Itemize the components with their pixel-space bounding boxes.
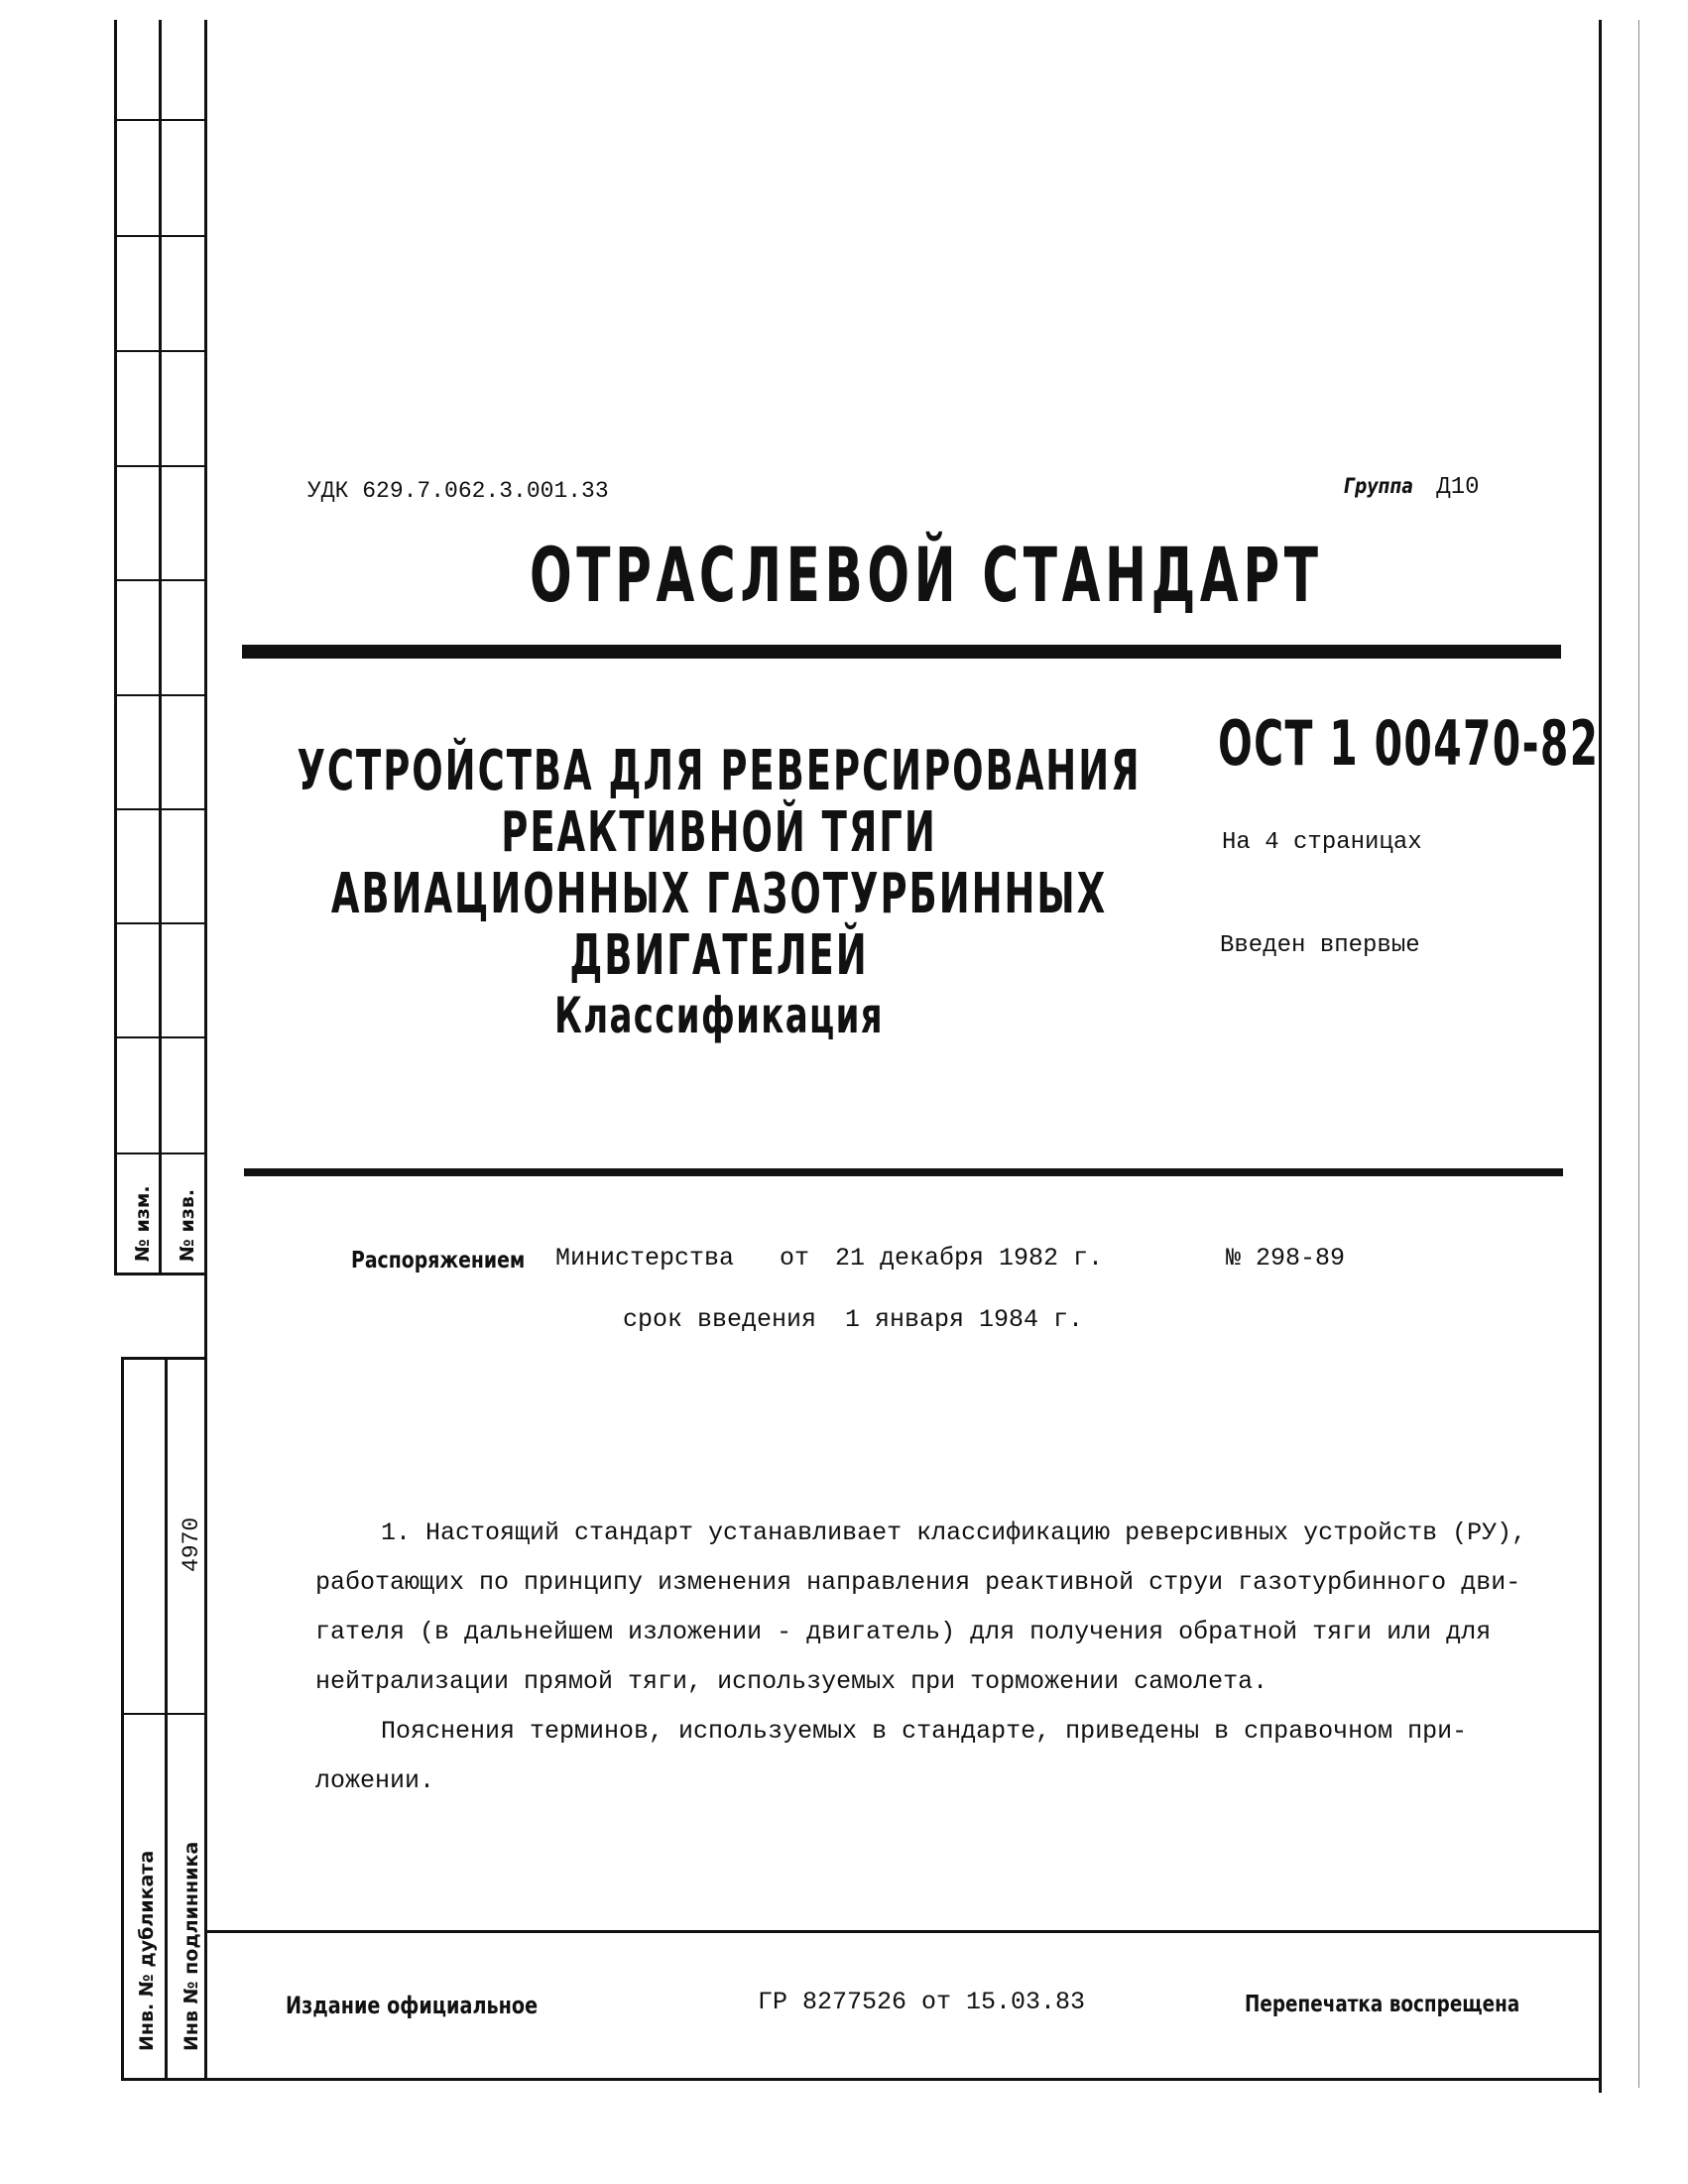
change-number-label: № изм. [132,1185,154,1262]
paragraph-2-line-2: ложении. [315,1766,435,1795]
frame-right-faint [1638,20,1639,2088]
lower-margin-divider [121,1713,207,1715]
order-ministry: Министерства [555,1244,735,1273]
margin-row-divider [114,465,206,467]
group-label: Группа [1344,474,1413,498]
title-bottom-rule [244,1168,1563,1176]
title-line-2: РЕАКТИВНОЙ ТЯГИ [501,800,937,865]
edition-note: Издание официальное [286,1992,539,2019]
title-block [218,739,1220,1046]
order-label: Распоряжением [351,1248,526,1274]
reprint-note: Перепечатка воспрещена [1245,1992,1520,2017]
page-count: На 4 страницах [1222,829,1422,856]
banner-title: ОТРАСЛЕВОЙ СТАНДАРТ [530,531,1323,619]
title-line-3: АВИАЦИОННЫХ ГАЗОТУРБИННЫХ [330,862,1108,926]
title-line-1: УСТРОЙСТВА ДЛЯ РЕВЕРСИРОВАНИЯ [297,739,1142,803]
effective-date: 1 января 1984 г. [845,1305,1084,1334]
subtitle-line: Классификация [554,987,884,1044]
margin-row-divider [114,808,206,810]
lower-margin-outer [121,1357,124,2078]
header-thick-rule [242,645,1561,659]
order-from: от [780,1244,810,1273]
paragraph-2-line-1: Пояснения терминов, используемых в стандарте, приведены в справочном при- [381,1717,1468,1746]
original-inventory-label: Инв № подлинника [181,1841,202,2051]
margin-row-divider [114,1273,206,1275]
paragraph-1-line-2: работающих по принципу изменения направления реактивной струи газотурбинного дви- [315,1568,1521,1597]
duplicate-inventory-label: Инв. № дубликата [136,1850,158,2051]
margin-row-divider [114,350,206,352]
margin-row-divider [114,579,206,581]
order-number: № 298-89 [1226,1244,1346,1273]
margin-row-divider [114,922,206,924]
margin-row-divider [114,694,206,696]
frame-bottom [121,2078,1602,2081]
inventory-number: 4970 [179,1517,204,1572]
paragraph-1-line-1: 1. Настоящий стандарт устанавливает классификацию реверсивных устройств (РУ), [381,1518,1527,1547]
footer-separator [206,1930,1602,1933]
group-code: Д10 [1436,474,1480,501]
registration-number: ГР 8277526 от 15.03.83 [758,1988,1086,2016]
udk-code: УДК 629.7.062.3.001.33 [307,478,609,504]
margin-line-inner [204,20,207,2078]
paragraph-1-line-3: гателя (в дальнейшем изложении - двигатель) для получения обратной тяги или для [315,1618,1492,1646]
frame-right [1599,20,1602,2093]
margin-row-divider [114,119,206,121]
lower-margin-middle [165,1357,168,2078]
title-line-4: ДВИГАТЕЛЕЙ [569,923,869,988]
effective-label: срок введения [623,1305,817,1334]
margin-row-divider [114,235,206,237]
margin-line-middle [159,20,162,1274]
margin-row-divider [114,1153,206,1154]
standard-code: ОСТ 1 00470-82 [1218,707,1600,780]
body-text [315,1509,1575,1806]
paragraph-1-line-4: нейтрализации прямой тяги, используемых при торможении самолета. [315,1667,1268,1696]
notice-number-label: № изв. [177,1188,198,1262]
margin-line-outer [114,20,117,1274]
standard-status: Введен впервые [1220,932,1420,959]
group-block [1344,474,1480,501]
margin-row-divider [114,1036,206,1038]
order-date: 21 декабря 1982 г. [835,1244,1104,1273]
